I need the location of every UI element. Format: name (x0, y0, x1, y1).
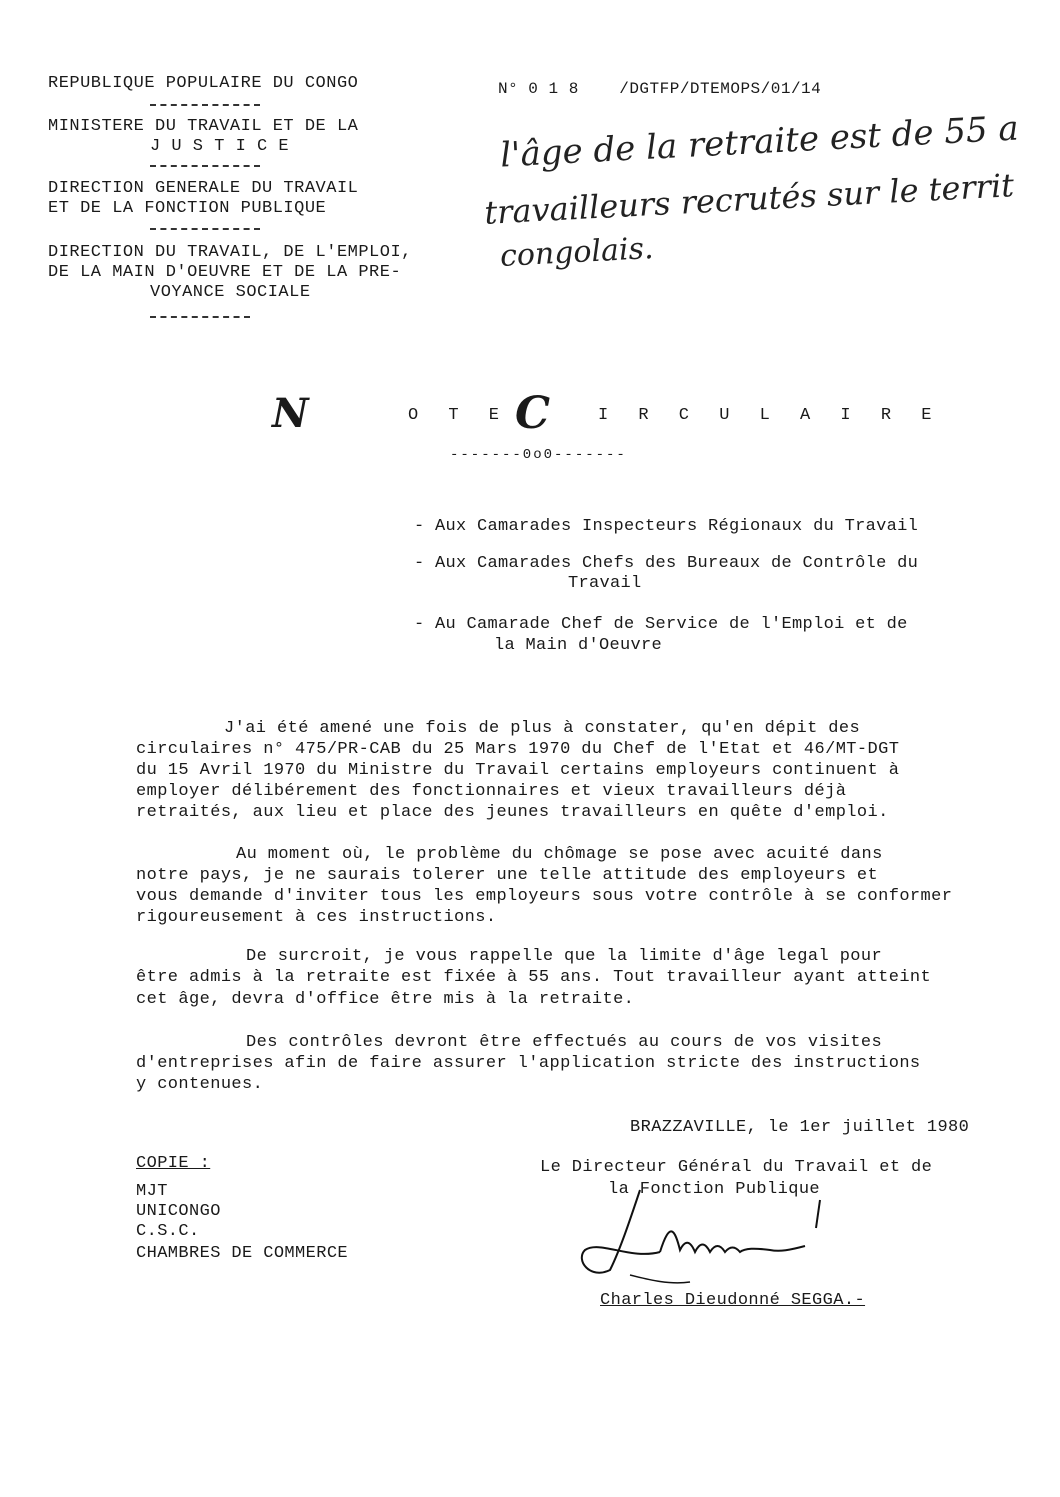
header-prevoyance: VOYANCE SOCIALE (150, 283, 311, 302)
body-p1-line5: retraités, aux lieu et place des jeunes travailleurs en quête d'emploi. (136, 803, 889, 822)
body-p3-line1: De surcroit, je vous rappelle que la limite d'âge legal pour (246, 947, 883, 966)
signature-mark (570, 1180, 840, 1300)
title-ornament: -------0o0------- (450, 447, 627, 463)
body-p3-line3: cet âge, devra d'office être mis à la retraite. (136, 990, 635, 1009)
header-direction-travail: DIRECTION DU TRAVAIL, DE L'EMPLOI, (48, 243, 412, 262)
copy-item: MJT (136, 1182, 168, 1201)
header-separator (150, 165, 260, 167)
body-p2-line3: vous demande d'inviter tous les employeurs sous votre contrôle à se conformer (136, 887, 953, 906)
handwritten-note-line3: congolais. (499, 231, 655, 274)
title-c-mark: C (515, 388, 551, 439)
header-separator (150, 104, 260, 106)
body-p3-line2: être admis à la retraite est fixée à 55 ans. Tout travailleur ayant atteint (136, 968, 932, 987)
copy-item: UNICONGO (136, 1202, 221, 1221)
recipient-inspecteurs: - Aux Camarades Inspecteurs Régionaux du Travail (414, 517, 919, 536)
body-p1-line4: employer délibérement des fonctionnaires et vieux travailleurs déjà (136, 782, 847, 801)
body-p1-line3: du 15 Avril 1970 du Ministre du Travail certains employeurs continuent à (136, 761, 900, 780)
recipient-chefs-bureaux-cont: Travail (568, 574, 642, 593)
header-separator (150, 316, 250, 318)
recipient-chef-service-cont: la Main d'Oeuvre (494, 636, 663, 655)
body-p2-line2: notre pays, je ne saurais tolerer une telle attitude des employeurs et (136, 866, 879, 885)
body-p2-line1: Au moment où, le problème du chômage se pose avec acuité dans (236, 845, 883, 864)
body-p4-line1: Des contrôles devront être effectués au cours de vos visites (246, 1033, 883, 1052)
header-fonction-publique: ET DE LA FONCTION PUBLIQUE (48, 199, 327, 218)
body-p2-line4: rigoureusement à ces instructions. (136, 908, 497, 927)
header-direction-generale: DIRECTION GENERALE DU TRAVAIL (48, 179, 359, 198)
handwritten-note-line2: travailleurs recrutés sur le territ (483, 166, 1015, 232)
title-circulaire: I R C U L A I R E (598, 406, 942, 425)
reference-number: N° 0 1 8 /DGTFP/DTEMOPS/01/14 (498, 80, 822, 98)
copies-label: COPIE : (136, 1154, 211, 1173)
header-republic: REPUBLIQUE POPULAIRE DU CONGO (48, 74, 359, 93)
header-separator (150, 228, 260, 230)
body-p1-line1: J'ai été amené une fois de plus à constater, qu'en dépit des (224, 719, 861, 738)
body-p4-line2: d'entreprises afin de faire assurer l'application stricte des instructions (136, 1054, 921, 1073)
body-p4-line3: y contenues. (136, 1075, 264, 1094)
header-main-oeuvre: DE LA MAIN D'OEUVRE ET DE LA PRE- (48, 263, 402, 282)
header-justice: J U S T I C E (150, 137, 290, 156)
title-note: O T E (408, 406, 510, 425)
recipient-chefs-bureaux: - Aux Camarades Chefs des Bureaux de Contrôle du (414, 554, 919, 573)
signatory-title1: Le Directeur Général du Travail et de (540, 1158, 933, 1177)
signatory-title2: la Fonction Publique (608, 1180, 821, 1199)
body-p1-line2: circulaires n° 475/PR-CAB du 25 Mars 1970 du Chef de l'Etat et 46/MT-DGT (136, 740, 900, 759)
handwritten-note-line1: l'âge de la retraite est de 55 a (499, 108, 1020, 176)
signatory-name: Charles Dieudonné SEGGA.- (600, 1291, 866, 1310)
title-n-mark: N (272, 390, 309, 437)
copy-item: CHAMBRES DE COMMERCE (136, 1244, 349, 1263)
recipient-chef-service: - Au Camarade Chef de Service de l'Emploi et de (414, 615, 908, 634)
header-ministry: MINISTERE DU TRAVAIL ET DE LA (48, 117, 359, 136)
date-line: BRAZZAVILLE, le 1er juillet 1980 (630, 1118, 970, 1137)
copy-item: C.S.C. (136, 1222, 200, 1241)
